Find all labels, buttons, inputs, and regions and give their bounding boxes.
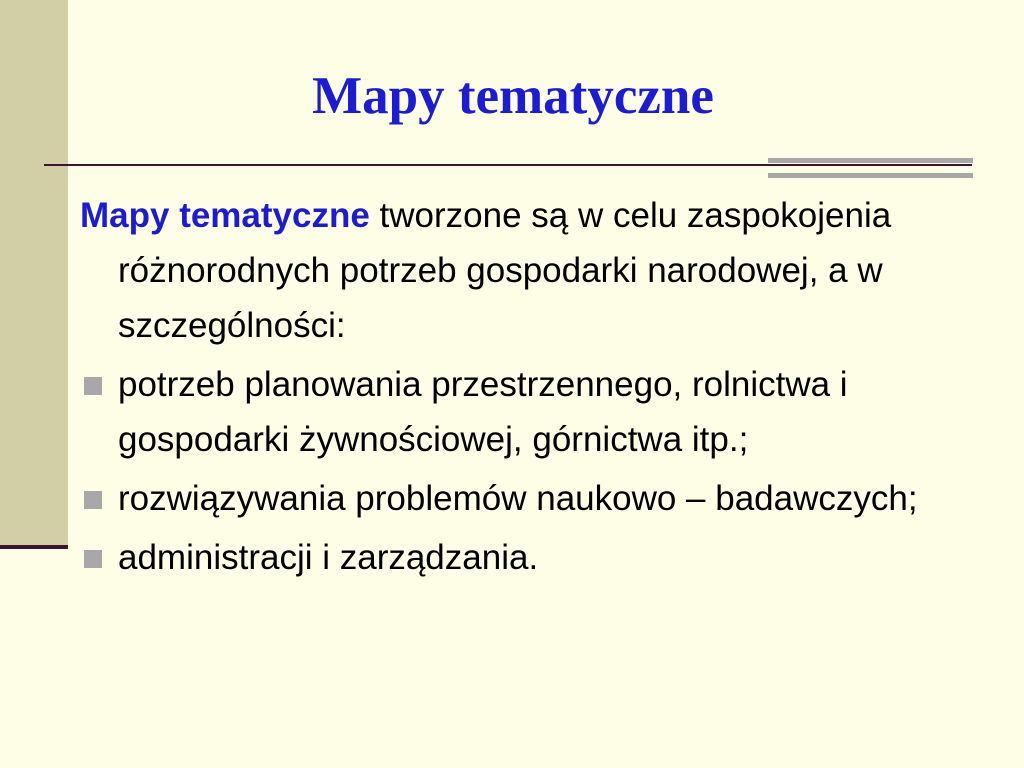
intro-lead-term: Mapy tematyczne bbox=[80, 196, 370, 235]
title-accent-bar-bottom bbox=[768, 173, 973, 178]
side-rule-decoration bbox=[0, 545, 68, 549]
intro-paragraph bbox=[80, 188, 980, 353]
list-item bbox=[80, 357, 980, 467]
bullet-list bbox=[80, 357, 980, 585]
title-accent-bar-top bbox=[768, 158, 973, 163]
bullet-text: potrzeb planowania przestrzennego, rolnictwa i gospodarki żywnościowej, górnictwa itp.; bbox=[118, 365, 848, 459]
list-item bbox=[80, 471, 980, 526]
bullet-text: rozwiązywania problemów naukowo – badawczych; bbox=[118, 479, 918, 518]
square-bullet-icon bbox=[84, 491, 102, 509]
intro-text: tworzone są w celu zaspokojenia różnorodnych potrzeb gospodarki narodowej, a w szczególności: bbox=[118, 196, 892, 345]
square-bullet-icon bbox=[84, 550, 102, 568]
bullet-text: administracji i zarządzania. bbox=[118, 538, 539, 577]
slide-body bbox=[80, 188, 980, 589]
square-bullet-icon bbox=[84, 377, 102, 395]
list-item bbox=[80, 530, 980, 585]
slide-title: Mapy tematyczne bbox=[312, 67, 714, 125]
side-band-decoration bbox=[0, 0, 68, 545]
title-divider bbox=[44, 164, 972, 166]
